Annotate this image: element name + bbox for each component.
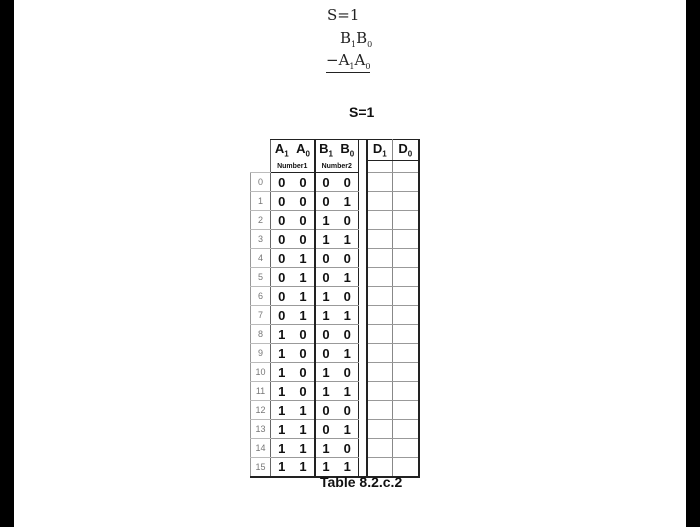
b1-cell: 1	[315, 439, 337, 458]
d1-cell	[367, 382, 393, 401]
row-index: 5	[251, 268, 271, 287]
row-index: 9	[251, 344, 271, 363]
d0-cell	[393, 287, 419, 306]
table-row	[251, 268, 419, 287]
b0-cell: 1	[337, 192, 359, 211]
a1-cell: 0	[271, 230, 293, 249]
row-index: 3	[251, 230, 271, 249]
d0-cell	[393, 173, 419, 192]
equation-s-equals-1: S=1	[327, 6, 360, 24]
column-gap	[359, 249, 367, 268]
d0-cell	[393, 161, 419, 173]
row-index: 8	[251, 325, 271, 344]
table-row	[251, 344, 419, 363]
b0-cell: 1	[337, 268, 359, 287]
a0-cell: 1	[293, 268, 315, 287]
a0-cell: 1	[293, 249, 315, 268]
number2-label: Number2	[315, 161, 359, 173]
d0-cell	[393, 211, 419, 230]
d1-cell	[367, 287, 393, 306]
a1-cell: 0	[271, 268, 293, 287]
b1-cell: 1	[315, 287, 337, 306]
a0-cell: 0	[293, 173, 315, 192]
b0-cell: 1	[337, 344, 359, 363]
d1-cell	[367, 230, 393, 249]
row-index: 1	[251, 192, 271, 211]
column-gap	[359, 192, 367, 211]
a1-cell: 1	[271, 382, 293, 401]
d1-cell	[367, 325, 393, 344]
a1-cell: 0	[271, 211, 293, 230]
number1-label: Number1	[271, 161, 315, 173]
equation-b1-b0: $B_1B_0$	[340, 29, 373, 49]
table-row	[251, 306, 419, 325]
column-gap	[359, 268, 367, 287]
table-row	[251, 439, 419, 458]
b0-cell: 0	[337, 211, 359, 230]
column-gap	[359, 382, 367, 401]
b0-cell: 0	[337, 287, 359, 306]
a0-cell: 0	[293, 382, 315, 401]
d0-cell	[393, 363, 419, 382]
b1-cell: 1	[315, 306, 337, 325]
column-gap	[359, 173, 367, 192]
a0-cell: 1	[293, 306, 315, 325]
d1-cell	[367, 211, 393, 230]
d1-cell	[367, 173, 393, 192]
b1-cell: 0	[315, 192, 337, 211]
a1-cell: 1	[271, 420, 293, 439]
b0-cell: 0	[337, 439, 359, 458]
b1-cell: 1	[315, 230, 337, 249]
b1-cell: 0	[315, 420, 337, 439]
row-index: 11	[251, 382, 271, 401]
table-row	[251, 249, 419, 268]
column-gap	[359, 287, 367, 306]
b0-cell: 1	[337, 230, 359, 249]
b1-cell: 1	[315, 458, 337, 477]
table-row	[251, 192, 419, 211]
d0-cell	[393, 401, 419, 420]
table-title: S=1	[349, 104, 375, 120]
b1-cell: 1	[315, 211, 337, 230]
d0-cell	[393, 420, 419, 439]
index-header-blank	[251, 140, 271, 161]
d0-cell	[393, 192, 419, 211]
d0-cell	[393, 249, 419, 268]
table-row	[251, 287, 419, 306]
a0-cell: 0	[293, 192, 315, 211]
column-gap	[359, 325, 367, 344]
row-index: 0	[251, 173, 271, 192]
b1-cell: 0	[315, 268, 337, 287]
a0-cell: 0	[293, 325, 315, 344]
d0-cell	[393, 325, 419, 344]
row-index: 6	[251, 287, 271, 306]
b0-cell: 1	[337, 420, 359, 439]
b1-cell: 0	[315, 325, 337, 344]
b1-cell: 1	[315, 363, 337, 382]
a0-cell: 1	[293, 420, 315, 439]
b0-cell: 1	[337, 382, 359, 401]
a0-cell: 0	[293, 230, 315, 249]
column-gap	[359, 401, 367, 420]
a1-cell: 1	[271, 325, 293, 344]
a1-cell: 0	[271, 173, 293, 192]
b1-cell: 1	[315, 382, 337, 401]
a1-cell: 0	[271, 287, 293, 306]
header-b0: $B_0$	[337, 140, 359, 161]
row-index: 7	[251, 306, 271, 325]
column-gap	[359, 140, 367, 161]
a1-cell: 1	[271, 344, 293, 363]
table-row	[251, 173, 419, 192]
row-index: 10	[251, 363, 271, 382]
a1-cell: 0	[271, 192, 293, 211]
b0-cell: 0	[337, 173, 359, 192]
header-a0: $A_0$	[293, 140, 315, 161]
header-d0: $D_0$	[393, 140, 419, 161]
a1-cell: 1	[271, 363, 293, 382]
a1-cell: 0	[271, 249, 293, 268]
b1-cell: 0	[315, 249, 337, 268]
a1-cell: 1	[271, 401, 293, 420]
d1-cell	[367, 249, 393, 268]
a0-cell: 0	[293, 344, 315, 363]
column-gap	[359, 439, 367, 458]
table-row	[251, 363, 419, 382]
a0-cell: 0	[293, 363, 315, 382]
d1-cell	[367, 401, 393, 420]
b0-cell: 0	[337, 325, 359, 344]
header-b1: $B_1$	[315, 140, 337, 161]
column-gap	[359, 363, 367, 382]
row-index: 12	[251, 401, 271, 420]
b1-cell: 0	[315, 173, 337, 192]
index-header-blank-2	[251, 161, 271, 173]
d1-cell	[367, 306, 393, 325]
column-gap	[359, 344, 367, 363]
b0-cell: 0	[337, 249, 359, 268]
d0-cell	[393, 230, 419, 249]
number-label-row	[251, 161, 419, 173]
d1-cell	[367, 268, 393, 287]
row-index: 14	[251, 439, 271, 458]
d1-cell	[367, 439, 393, 458]
a0-cell: 1	[293, 458, 315, 477]
column-gap	[359, 420, 367, 439]
column-gap	[359, 211, 367, 230]
d0-cell	[393, 439, 419, 458]
column-gap	[359, 306, 367, 325]
d1-cell	[367, 363, 393, 382]
row-index: 13	[251, 420, 271, 439]
a1-cell: 1	[271, 439, 293, 458]
b1-cell: 0	[315, 344, 337, 363]
d0-cell	[393, 344, 419, 363]
table-row	[251, 325, 419, 344]
a0-cell: 1	[293, 401, 315, 420]
b1-cell: 0	[315, 401, 337, 420]
table-row	[251, 382, 419, 401]
truth-table	[250, 139, 420, 478]
column-gap	[359, 230, 367, 249]
table-row	[251, 401, 419, 420]
d1-cell	[367, 344, 393, 363]
d1-cell	[367, 192, 393, 211]
d0-cell	[393, 382, 419, 401]
b0-cell: 1	[337, 306, 359, 325]
table-row	[251, 211, 419, 230]
table-row	[251, 230, 419, 249]
d1-cell	[367, 420, 393, 439]
header-d1: $D_1$	[367, 140, 393, 161]
a1-cell: 0	[271, 306, 293, 325]
a0-cell: 0	[293, 211, 315, 230]
a0-cell: 1	[293, 439, 315, 458]
d1-cell	[367, 161, 393, 173]
document-page	[14, 0, 686, 527]
column-gap	[359, 161, 367, 173]
table-caption: Table 8.2.c.2	[320, 474, 403, 490]
equation-minus-a1-a0: $-A_1A_0$	[326, 51, 371, 71]
a0-cell: 1	[293, 287, 315, 306]
header-a1: $A_1$	[271, 140, 293, 161]
row-index: 15	[251, 458, 271, 477]
table-row	[251, 420, 419, 439]
header-row	[251, 140, 419, 161]
d0-cell	[393, 306, 419, 325]
b0-cell: 0	[337, 401, 359, 420]
b0-cell: 1	[337, 458, 359, 477]
b0-cell: 0	[337, 363, 359, 382]
a1-cell: 1	[271, 458, 293, 477]
d0-cell	[393, 268, 419, 287]
row-index: 4	[251, 249, 271, 268]
row-index: 2	[251, 211, 271, 230]
